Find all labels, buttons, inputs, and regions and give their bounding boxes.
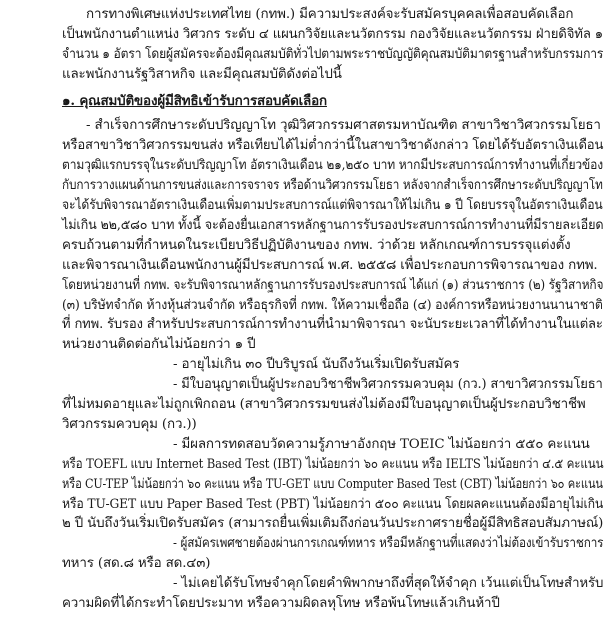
body-line: ครบถ้วนตามที่กำหนดในระเบียบวิธีปฏิบัติงานของ กทพ. ว่าด้วย หลักเกณฑ์การบรรจุแต่งตั้ง (62, 238, 571, 253)
body-line: หรือ CU-TEP ไม่น้อยกว่า ๖๐ คะแนน หรือ TU-GET แบบ Computer Based Test (CBT) ไม่น้อยกว่า ๖๐ คะแนน (62, 477, 603, 492)
body-line: ๒ ปี นับถึงวันเริ่มเปิดรับสมัคร (สามารถยื่นเพิ่มเติมถึงก่อนวันประกาศรายชื่อผู้มีสิทธิสอบสัมภาษณ์) (62, 516, 604, 531)
body-line: จะได้รับพิจารณาอัตราเงินเดือนเพิ่มตามประสบการณ์แต่พิจารณาให้ไม่เกิน ๑ ปี โดยบรรจุในอัตราเงินเดือน (62, 198, 603, 213)
intro-paragraph-line: เป็นพนักงานตำแหน่ง วิศวกร ระดับ ๔ แผนกวิจัยและนวัตกรรม กองวิจัยและนวัตกรรม ฝ่ายดิจิทัล ๑ (62, 27, 603, 42)
bullet-item: - ผู้สมัครเพศชายต้องผ่านการเกณฑ์ทหาร หรือมีหลักฐานที่แสดงว่าไม่ต้องเข้ารับราชการ (173, 536, 604, 551)
body-line: และพิจารณาเงินเดือนพนักงานผู้มีประสบการณ์ พ.ศ. ๒๕๕๘ เพื่อประกอบการพิจารณาของ กทพ. (62, 258, 598, 273)
body-line: - สำเร็จการศึกษาระดับปริญญาโท วุฒิวิศวกรรมศาสตรมหาบัณฑิต สาขาวิชาวิศวกรรมโยธา (86, 118, 601, 133)
body-line: โดยหน่วยงานที่ กทพ. จะรับพิจารณาหลักฐานการรับรองประสบการณ์ ได้แก่ (๑) ส่วนราชการ (๒) รัฐวิสาหกิจ (62, 278, 604, 293)
intro-paragraph-line: จำนวน ๑ อัตรา โดยผู้สมัครจะต้องมีคุณสมบัติทั่วไปตามพระราชบัญญัติคุณสมบัติมาตรฐานสำหรับกรรมการ (62, 47, 604, 62)
intro-paragraph-line: และพนักงานรัฐวิสาหกิจ และมีคุณสมบัติดังต่อไปนี้ (62, 67, 342, 82)
bullet-item: - มีใบอนุญาตเป็นผู้ประกอบวิชาชีพวิศวกรรมควบคุม (กว.) สาขาวิศวกรรมโยธา (173, 377, 603, 392)
body-line: (๓) บริษัทจำกัด ห้างหุ้นส่วนจำกัด หรือธุรกิจที่ กทพ. ให้ความเชื่อถือ (๔) องค์การหรือหน่วยงานนานาชาติ (62, 298, 603, 313)
body-line: หรือสาขาวิชาวิศวกรรมขนส่ง หรือเทียบได้ไม่ต่ำกว่านี้ในสาขาวิชาดังกล่าว โดยได้รับอัตราเงินเดือน (62, 138, 604, 153)
body-line: ความผิดที่ได้กระทำโดยประมาท หรือความผิดลหุโทษ หรือพ้นโทษแล้วเกินห้าปี (62, 596, 500, 611)
body-line: ที่ กทพ. รับรอง สำหรับประสบการณ์การทำงานที่นำมาพิจารณา จะนับระยะเวลาที่ได้ทำงานในแต่ละ (62, 317, 603, 332)
body-line: ที่ไม่หมดอายุและไม่ถูกเพิกถอน (สาขาวิศวกรรมขนส่งไม่ต้องมีใบอนุญาตเป็นผู้ประกอบวิชาชีพ (62, 397, 586, 412)
body-line: ตามวุฒิแรกบรรจุในระดับปริญญาโท อัตราเงินเดือน ๒๑,๒๕๐ บาท หากมีประสบการณ์การทำงานที่เกี่ยวข้อง (62, 158, 603, 173)
section-heading: ๑. คุณสมบัติของผู้มีสิทธิเข้ารับการสอบคัดเลือก (62, 93, 327, 109)
body-line: หรือ TU-GET แบบ Paper Based Test (PBT) ไม่น้อยกว่า ๕๐๐ คะแนน โดยผลคะแนนต้องมีอายุไม่เกิน (62, 497, 604, 512)
body-line: หน่วยงานติดต่อกันไม่น้อยกว่า ๑ ปี (62, 337, 256, 352)
body-line: กับการวางแผนด้านการขนส่งและการจราจร หรือด้านวิศวกรรมโยธา หลังจากสำเร็จการศึกษาระดับปริญญาโท (62, 178, 603, 193)
body-line: ไม่เกิน ๒๒,๕๘๐ บาท ทั้งนี้ จะต้องยื่นเอกสารหลักฐานการรับรองประสบการณ์การทำงานที่มีรายละเอียด (62, 218, 604, 233)
bullet-item: - อายุไม่เกิน ๓๐ ปีบริบูรณ์ นับถึงวันเริ่มเปิดรับสมัคร (173, 357, 460, 372)
bullet-item: - ไม่เคยได้รับโทษจำคุกโดยคำพิพากษาถึงที่สุดให้จำคุก เว้นแต่เป็นโทษสำหรับ (173, 576, 604, 591)
body-line: หรือ TOEFL แบบ Internet Based Test (IBT) ไม่น้อยกว่า ๖๐ คะแนน หรือ IELTS ไม่น้อยกว่า ๔.๕ คะแนน (62, 457, 604, 472)
body-line: ทหาร (สด.๘ หรือ สด.๔๓) (62, 556, 211, 571)
intro-paragraph-line: การทางพิเศษแห่งประเทศไทย (กทพ.) มีความประสงค์จะรับสมัครบุคคลเพื่อสอบคัดเลือก (86, 7, 574, 22)
bullet-item: - มีผลการทดสอบวัดความรู้ภาษาอังกฤษ TOEIC ไม่น้อยกว่า ๕๕๐ คะแนน (173, 437, 590, 452)
body-line: วิศวกรรมควบคุม (กว.)) (62, 417, 197, 432)
